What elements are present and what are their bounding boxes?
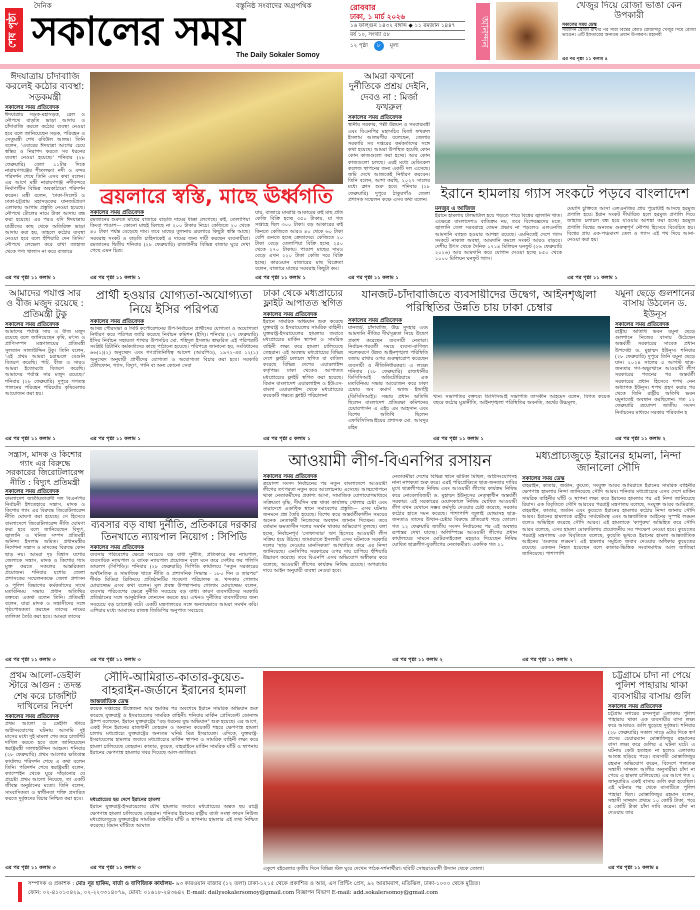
body-text: ব্যবসার পরিবেশের ক্ষেত্রে সবচেয়ে বড় বাধা দুর্নীতি, প্রতিকারে কর ন্যায়পাল, ব্যবসায়িক ন্যায়পাল ও ব্যাংক ন্যায়পাল প্রয়োজন বলে মনে করে সেন্টার ফর পলিসি ডায়লগ (সিপিডি)। শনিবার (২৮ ফেব্রুয়ারি) সিপিডি কার্যালয়ে "নতুন সরকারের অর্থনৈতিক ও সামাজিক খাতে নীতি ও প্রশাসনিক সিদ্ধান্ত - ১৮০ দিন ও তারপর" শীর্ষক মিডিয়া ব্রিফিংয়ে প্রতিষ্ঠানটির গবেষণা পরিচালক ড. খন্দকার গোলাম মোয়াজ্জেম এসব কথা বলেন। মূল প্রবন্ধ উপস্থাপনায় গোলাম মোয়াজ্জেম বলেন, ব্যবসার পরিবেশের ক্ষেত্রে দুর্নীতি সবচেয়ে বড় বাধা। কারণ ব্যবসায়ীদের সরকারি প্রতিষ্ঠানের সঙ্গে আনুষ্ঠানিক লেনদেন করতে হয়। এখনও দুর্নীতির ব্যবসায়ীদের জন্য সবচেয়ে বড় চ্যালেঞ্জ বটে। একটি মন্ত্রণালয়ের সঙ্গে অন্যায়ভাবে আমরা সমর্থন করি। এশিয়ার মধ্যে আমাদের রাজস্ব জিডিপির অনুপাত সবচেয়ে — [90, 552, 258, 614]
body-text-right: যায়, বাজারে মাঝারি আকারের রুই মাছ প্রতি কেজি বিক্রি হচ্ছে ৩৫০ টাকায়, যা গত সপ্তাহে ছিল ৩০০ টাকা। বড় আকারের রুই কিনতে কেজিতে আরও ৪০ থেকে ৬০ টাকা বেশি গুনতে হচ্ছে ক্রেতাদের। কেজিতে ২০ টাকা বেড়ে তেলাপিয়া বিক্রি হচ্ছে ২৫০ থেকে ২৭০ টাকায়। পাঙাশ মাছের দামও বেড়ে এখন ২২০ টাকা কেজি দরে বিক্রি হচ্ছে। কারওয়ান বাজারের মাছ বিক্রেতা বলেন, বাজারে মাছের সরবরাহ কিছুটা কম। — [255, 210, 343, 272]
body-text: আমাদের পর্যাপ্ত সার ও বীজ মজুদ রয়েছে বলে জানিয়েছেন কৃষি, মৎস্য ও প্রাণিসম্পদ মন্ত্রণালয়ের প্রতিমন্ত্রী সুলতান সালাউদ্দিন টুকু। তিনি বলেন, 'এই প্রথম আমরা চরাঞ্চলে বেগুনি বিতরণ করেছি। পাট, বীজ ও সারও আমরা ইতোমধ্যে বিতরণ করেছি। আমাদের পর্যাপ্ত সার মজুদ রয়েছে।' শনিবার (২৮ ফেব্রুয়ারি) দুপুরে গণতন্ত্র পালনের পরিবহন পরিচর্যায় কৃষিমেলার আয়োজন করা হয়। — [5, 329, 85, 398]
imprint-line-1 — [28, 880, 696, 889]
body-text: কয়েক সপ্তাহের উত্তেজনা আর হুমকির পর অবশেষে ইরানে সামরিক অভিযান শুরু করেছে যুক্তরাষ্ট্র ও ইসরায়েলের সামরিক বাহিনী। শনিবার মার্কিন প্রেসিডেন্ট ডোনাল্ড ট্রাম্প বলেছেন, ইরানে যুক্তরাষ্ট্রের "বড় ধরনের যুদ্ধ অভিযান" শুরু হয়েছে। এর আগে, একই দিনে ইরানের রাজধানী তেহরান ও অন্যান্য কয়েকটি শহরে ক্ষেপণাস্ত্র হামলা চালায় মধ্যপ্রাচ্যে যুক্তরাষ্ট্রের অন্যতম ঘনিষ্ঠ মিত্র ইসরায়েল। এদিকে, যুক্তরাষ্ট্র-ইসরায়েলের হামলার জবাবে মধ্যপ্রাচ্যের মার্কিন স্থাপনা ও সামরিক বাহিনী লক্ষ্য করে হামলা চালিয়েছে তেহরান। কাতার, কুয়েত, বাহরাইনে মার্কিন সামরিক ঘাঁটি ও স্থাপনায় ইরানের ক্ষেপণাস্ত্র হামলার খবর দিয়েছে আল-জাজিরা। — [90, 706, 258, 756]
continue-link[interactable]: এর পর পৃষ্ঠা ১১ কলাম ১ — [433, 436, 484, 442]
price-label: মূল্য — [389, 43, 399, 49]
byline: মনজুর এ আজিজ — [435, 206, 476, 212]
story-cpd[interactable] — [90, 450, 258, 664]
body-text: স্থানীয় সরকার, পল্লী উন্নয়ন ও সমবায়মন্ত্রী এবং বিএনপির মহাসচিব মির্জা ফখরুল ইসলাম আলমগীর বলেছেন, জেলার সরকারি সব দপ্তরের কর্মকর্তাদের সঙ্গে কথা হয়েছে। আমরা উপস্থিত হয়েছি কোন কোন কাজগুলো করা হচ্ছে। আর কোন কাজগুলো চলছে। এরই মধ্যে মেডিকেল কলেজ স্থাপনের জন্য একটি দল এসেছে। জমি দেখে আজকেই নির্ধারণ করবেন। তিনি বলেন, আশা করছি, ২০২৭ সালের মধ্যে ক্লাস শুরু হবে। শনিবার (২৮ ফেব্রুয়ারি) দুপুরে ঠাকুরগাঁও জেলা প্রশাসক সম্মেলন কক্ষে এসব কথা বলেন। — [348, 122, 430, 203]
imprint-editor: মোঃ নূর হাকিম, বার্তা ও বাণিজ্যিক কার্যালয়- — [75, 881, 175, 887]
headline[interactable]: চট্টগ্রামে চাঁদা না পেয়ে পুলিশ পাহারায় থাকা ব্যবসায়ীর বাসায় গুলি — [612, 671, 691, 702]
book-fair-caption: একুশে বইমেলার তৃতীয় দিনে বিভিন্ন স্টল ঘুরে দেখেন পাঠক-দর্শনার্থীরা। ছবিটি সোহরাওয়ার্দী উদ্যান থেকে তোলা। — [263, 865, 485, 872]
headline[interactable]: সন্ত্রাস, মাদক ও কিশোর গ্যাং এর বিরুদ্ধে সরকারের জিরোটলারেন্স নীতি : বিদ্যুৎ প্রতিমন্ত্রী — [5, 450, 85, 487]
headline[interactable]: ঈদযাত্রায় চাঁদাবাজি করলেই কঠোর ব্যবস্থা: সড়কমন্ত্রী — [5, 72, 85, 103]
fish-market-photo — [90, 72, 343, 184]
body-text: চট্টগ্রাম নগরের চন্দনপুরা এলাকায় পুলিশ পাহারায় থাকা এক ব্যবসায়ীর বাসা লক্ষ্য করে আবারও গুলি ছুড়েছে দুর্বৃত্তরা। শনিবার (২৮ ফেব্রুয়ারি) সকাল সাড়ে ৬টার দিকে স্বর্ণ প্রসের চেয়ারম্যান মোস্তাফিজুর রহমানের বাসা লক্ষ্য করে গুলির এ ঘটনা ঘটে। এ ঘটনায় কেউ হতাহত না হলেও এলাকায় আতঙ্ক ছড়িয়ে পড়ে। ব্যবসায়ী মোস্তাফিজুর রহমান অভিযোগ করেন, বিদেশে পলাতক সন্ত্রাসী সাজ্জাদ আলীর অনুসারীরা চাঁদা না পেয়ে এ হামলা চালিয়েছে। এর আগে গত ২ জানুয়ারিও একই বাসায় গুলি করা হয়েছিল। এই ঘটনার পর থেকে বাসাটিতে পুলিশ পাহারা ছিল। মোস্তাফিজুর রহমান বলেন, সন্ত্রাসী সাজ্জাদ প্রথমে ১০ কোটি টাকা, পরে ৫ কোটি টাকা চাঁদা দাবি করেন। চাঁদা না দেওয়ায় তার — [608, 711, 695, 817]
continue-link[interactable]: এর পর পৃষ্ঠা ১১ কলাম ১ — [348, 275, 399, 281]
date-block — [350, 2, 465, 52]
story-fertilizer[interactable] — [5, 289, 85, 443]
imprint-line-2: ফোন: ০২-৪১০১০৪২৯, ০২-২২৩৩১৪০৭৯, মোবা: ০১৬১৮-২৪৩৬৪২ E-mail: dailysokalersomoy@gmail.com বিজ্ঞাপন বিভাগ E-mail: add.sokalersomoy@gmail.com — [28, 890, 438, 896]
footer-accent — [18, 882, 22, 902]
continue-link[interactable]: এর পর পৃষ্ঠা ১১ কলাম ৩ — [90, 657, 141, 663]
byline: সকালের সময় প্রতিবেদক — [90, 545, 144, 551]
story-awami[interactable] — [263, 450, 517, 664]
headline[interactable]: মধ্যপ্রাচ্যজুড়ে ইরানের হামলা, নিন্দা জানালো সৌদি — [535, 450, 682, 475]
byline: সকালের সময় প্রতিবেদক — [263, 311, 317, 318]
byline: সকালের সময় প্রতিবেদক — [615, 322, 669, 329]
anandan-tab: আনন্দন — [476, 3, 490, 60]
story-traffic[interactable] — [348, 289, 610, 443]
book-fair-photo — [263, 671, 603, 864]
byline: সকালের সময় প্রতিবেদক — [608, 704, 662, 711]
row-divider — [5, 285, 695, 286]
continue-link[interactable]: এর পর পৃষ্ঠা ১১ কলাম ১ — [90, 436, 141, 442]
continue-link[interactable]: এর পর পৃষ্ঠা ১১ কলাম ২ — [392, 657, 443, 663]
continue-link-right[interactable]: এর পর পৃষ্ঠা ১১ কলাম ১ — [255, 275, 306, 281]
photo-caption: খান। সভাপতির বক্তব্যে ডিসিসিআই সভাপতি তাসকীন আহমেদ বলেন, বিগত কয়েক বছরে কঠোর মুদ্রানীতি, আইনশৃঙ্খলা পরিস্থিতির অবনতি, অর্থের উচ্চমূল্য, — [433, 394, 610, 407]
continue-link[interactable]: এর পর পৃষ্ঠা ১১ কলাম ৪ — [608, 865, 659, 871]
imprint-label: সম্পাদক ও প্রকাশক : — [28, 881, 76, 887]
row-divider — [5, 446, 695, 447]
story-eid-travel[interactable] — [5, 72, 85, 282]
tagline: বস্তুনিষ্ঠ সংবাদের অগ্রপথিক — [236, 2, 312, 10]
anandan-continue[interactable]: এর পর পৃষ্ঠা ১১ কলাম ৪ — [562, 57, 608, 62]
date-label: ঢাকা, ১ মার্চ ২০২৬ — [350, 12, 465, 22]
byline: সকালের সময় ডেস্ক — [522, 476, 565, 483]
continue-link[interactable]: এর পর পৃষ্ঠা ১১ কলাম ১ — [567, 275, 618, 281]
byline: সকালের সময় প্রতিবেদক — [348, 318, 402, 325]
continue-link[interactable]: এর পর পৃষ্ঠা ১১ কলাম ২ — [522, 657, 573, 663]
byline: আন্তর্জাতিক ডেস্ক — [90, 699, 129, 706]
body-text-2: ইরানে যুক্তরাষ্ট্র-ইসরায়েলের যৌথ হামলার জবাবে মধ্যপ্রাচ্যের অন্তত ছয় রাষ্ট্রে ক্ষেপণাস্ত্র হামলা চালিয়েছে তেহরান। শনিবার ইরানের রাষ্ট্রীয় বার্তা সংস্থা ফারস নিউজ মধ্যপ্রাচ্যজুড়ে যুক্তরাষ্ট্রের সামরিক বাহিনীর ঘাঁটি ও স্থাপনায় হামলার এই তথ্য নিশ্চিত করেছে। বিমান ঘাঁটিতে আঘাত — [90, 804, 258, 829]
headline[interactable]: ব্যবসার বড় বাধা দুর্নীতি, প্রতিকারে দরকার তিনখাতে ন্যায়পাল নিয়োগ : সিপিডি — [91, 520, 257, 543]
row-1 — [5, 72, 695, 282]
gas-pipeline-photo — [435, 72, 695, 184]
headline[interactable]: ঢাকা থেকে মধ্যপ্রাচ্যের ফ্লাইট আপাতত স্থগিত — [263, 289, 343, 310]
byline: সকালের সময় প্রতিবেদক — [5, 714, 59, 721]
story-candidate[interactable] — [90, 289, 258, 443]
byline: সকালের সময় প্রতিবেদক — [5, 322, 59, 329]
body-text: ইরানে সামরিক অভিযান শুরু করেছে যুক্তরাষ্ট্র ও ইসরায়েলের সামরিক বাহিনী। যুক্তরাষ্ট্র-ইসরায়েলের হামলার জবাবে মধ্যপ্রাচ্যের মার্কিন স্থাপনা ও সামরিক বাহিনী লক্ষ্য করে হামলা চালিয়েছে তেহরান। এই অবস্থায় মধ্যপ্রাচ্যের বিভিন্ন দেশে ফ্লাইট চলাচল স্থগিত বা বাতিল করেছে বিভিন্ন দেশের এয়ারলাইন্স কর্তৃপক্ষ। ঢাকা থেকেও আপাতত মধ্যপ্রাচ্যের ফ্লাইট স্থগিত করা হয়েছে। বিমান বাংলাদেশ এয়ারলাইন্স ও ইউএস-বাংলা এয়ারলাইন্স থেকে মধ্যপ্রাচ্যের কয়েকটি গন্তব্যে ফ্লাইট পরিচালনা — [263, 318, 343, 400]
body-text: বাংলাদেশ জাতীয়তাবাদী দল বিএনপির নির্বাচনী ইশতেহারে সন্ত্রাস, মাদক ও কিশোর গ্যাং এর বিরুদ্ধে জিরোটলারেন্স নীতি ঘোষণা করা হয়েছে। সে হিসেবে বাংলাদেশে জিরোটলারেন্স নীতি ঘোষণা করা হবে বলে জানিয়েছেন বিদ্যুৎ, জ্বালানি ও খনিজ সম্পদ প্রতিমন্ত্রী অনিন্দ্য ইসলাম অমিত। প্রধানমন্ত্রীর নির্দেশনা সন্ত্রাস ও মাদকের বিরুদ্ধে কোন ছাড় নয়। আমরা দৃঢ় বিশ্বাস যশোর জেলাকে সন্ত্রাস, মাদক ও কিশোর গ্যাং মুক্ত করতে সকলের আন্তরিকতা প্রয়োজন। শনিবার যশোর জেলা প্রশাসকের সম্মেলনকক্ষে জেলা প্রশাসন ও পুলিশ বিভাগের কর্মকর্তাদের সাথে মতবিনিময় সভায় প্রধান অতিথির বক্তব্যে একথা বলেন তিনি। প্রতিমন্ত্রী বলেন, যারা মাদক ও সন্ত্রাসীদের সঙ্গে পৃষ্ঠপোষকতা করছেন তাদের নামের তালিকা তৈরি করা হবে। আমরা তাদের — [5, 495, 85, 620]
row-4 — [5, 671, 695, 872]
byline: সকালের সময় প্রতিবেদক — [263, 474, 317, 480]
row-2 — [5, 289, 695, 443]
book-fair-block — [263, 671, 603, 872]
row-divider — [5, 667, 695, 668]
byline: সকালের সময় প্রতিবেদক — [348, 115, 402, 122]
dcci-meeting-photo — [433, 316, 610, 392]
body-text: আসন্ন পৌরসভা ও সিটি কর্পোরেশনের উপ-নির্বাচনে প্রার্থীদের যোগ্যতা ও অযোগ্যতা নির্ধারণ করে পরিপত্র জারি করেছে নির্বাচন কমিশন (ইসি)। শনিবার (২৭ ফেব্রুয়ারি) ইসির নির্বাচন সহায়তা শাখার উপসচিব মো. শহিদুল ইসলাম স্বাক্ষরিত এই পরিপত্রটি সংশ্লিষ্ট রিটার্নিং কর্মকর্তাদের কাছে পাঠানো হয়েছে। পরিপত্রে জানানো হয়, সংবিধানের ৬৬(১)(২) অনুচ্ছেদ এবং গণপ্রতিনিধিত্ব আদেশ (আরপিও), ১৯৭২-এর ১২(১) অনুচ্ছেদ অনুযায়ী প্রার্থীদের যোগ্যতা ও অযোগ্যতা বিচার করা হবে। সরকারি টেলিফোন, গ্যাস, বিদ্যুৎ, পানি বা অন্য কোনো সেবা — [90, 325, 258, 369]
anandan-byline: সকালের সময় ডেস্ক — [562, 22, 597, 28]
body-text-right: নেতাকর্মীরা দেশের বিভিন্ন স্থানে ঝটিকা মিছিল, অগ্নিসংযোগসহ নানা নাশকতা শুরু করে। এরই পরিপ্রেক্ষিতে ছাত্র-জনতার দাবির মুখে ছাত্রলীগকে নিষিদ্ধ এবং আওয়ামী লীগের কার্যক্রম নিষিদ্ধ করে নোবেলবিজয়ী ড. মুহাম্মদ ইউনূসের নেতৃত্বাধীন অন্তর্বর্তী সরকার। এই সরকারের মেয়াদকালে নিষিদ্ধ ঘোষিত আওয়ামী লীগ যখন যেখানে সম্ভব কর্মসূচি দেওয়ার চেষ্টা করেছে, সরকার কঠোর হাতে দমন করেছে। পাশাপাশি জুলাই যোদ্ধাসহ ছাত্র-জনতাও তাদের উত্থান-চেষ্টার বিরুদ্ধে প্রতিরোধ গড়ে তোলে। গত ১২ ফেব্রুয়ারি জাতীয় সংসদ নির্বাচনের পর এই অবস্থার রূপান্তর দেখা যাচ্ছে। অলিম্পিক্সে আওয়ামী লীগের প্রধান কার্যালয়ের সামনে মোটরসাইকেল মহড়াও দিয়েছেন নিষিদ্ধ ঘোষিত ছাত্রলীগ-যুবলীগের নেতাকর্মীরা। একদিক গত ২১ — [392, 474, 517, 549]
byline: সকালের সময় প্রতিবেদক — [5, 488, 59, 495]
headline[interactable]: আওয়ামী লীগ-বিএনপির রসায়ন — [288, 451, 492, 470]
cpd-briefing-photo — [90, 450, 258, 518]
price-row — [350, 40, 465, 52]
price-badge: ৮ — [374, 41, 384, 51]
calendar-dates: ১৬ ফাল্গুন ১৪৩২ বঙ্গাব্দ ◆ ১১ রমজান ১৪৪৭ — [350, 22, 465, 31]
anandan-body: সারাদিন রোজা রাখার পর সারা বিশ্বের কোটি রোজাদার খেজুর দিয়ে রোজা ভাঙেন। এটি ইফতারের অন্যতম প্রধান উপকরণ। মহানবী — [562, 28, 696, 39]
headline[interactable]: প্রথম আলো-ডেইলি স্টারে আগুন : তদন্ত শেষ করে চার্জশিট দাখিলের নির্দেশ — [8, 671, 82, 713]
body-text-right: মেয়াদি চুক্তিতে আসা এলএনজির প্রায় পুরোটাই আসছে হরমুজ প্রণালি হয়ে। ইরান সংকট দীর্ঘায়িত হলে হরমুজ প্রণালি দিয়ে জাহাজ চলাচল বন্ধ হয়ে যাওয়ার আশঙ্কা করা হচ্ছে। হরমুজ প্রণালি বিশ্বের অন্যতম গুরুত্বপূর্ণ নৌপথ হিসেবে বিবেচিত হয়। বিশ্বের প্রায় এক-পঞ্চমাংশ তেল ও গ্যাস এই পথ দিয়ে আনা-নেওয়া করা হয়। — [567, 206, 695, 244]
anandan-headline[interactable]: খেজুর দিয়ে রোজা ভাঙা কেন উপকারী — [576, 1, 682, 22]
story-terror[interactable] — [5, 450, 85, 664]
byline: সকালের সময় প্রতিবেদক — [90, 318, 144, 325]
headline[interactable]: আমরা কখনো দুর্নীতিকে প্রশ্রয় দেইনি, দেবও না : মির্জা ফখরুল — [348, 72, 430, 114]
masthead-divider — [0, 64, 700, 69]
continue-link[interactable]: এর পর পৃষ্ঠা ১১ কলাম ২ — [615, 436, 666, 442]
story-broiler[interactable] — [90, 72, 343, 282]
continue-link-left[interactable]: এর পর পৃষ্ঠা ১১ কলাম ১ — [90, 275, 141, 281]
headline[interactable]: প্রার্থী হওয়ার যোগ্যতা-অযোগ্যতা নিয়ে ইসির পরিপত্র — [95, 289, 253, 316]
headline[interactable]: যমুনা ছেড়ে গুলশানের বাসায় উঠলেন ড. ইউনূস — [615, 289, 695, 320]
subhead: মধ্যপ্রাচ্যের ছয় দেশে ইরানের হামলা — [90, 797, 161, 804]
body-text: বাহরাইন, কাতার, জর্ডান, কুয়েত, সংযুক্ত আরব আমিরাতে ইরানের সামরিক বাহিনীর ক্ষেপণাস্ত্র হামলার নিন্দা জানিয়েছে সৌদি আরব। শনিবার মধ্যপ্রাচ্যের এসব দেশে মার্কিন সামরিক বাহিনীর ঘাঁটি ও স্থাপনা লক্ষ্য করে ইরানের হামলার পর এই নিন্দা জানিয়েছে রিয়াদ। এক বিবৃতিতে সৌদি আরবের পররাষ্ট্র মন্ত্রণালয় বলেছে, সংযুক্ত আরব আমিরাত, বাহরাইন, কাতার, জর্ডান এবং কুয়েতে ইরানের হামলার কঠোর নিন্দা জানায় সৌদি আরব। ইরানের হামলাকে রাষ্ট্রীয় সার্বভৌমত্ব এবং আন্তর্জাতিক আইনের সুস্পষ্ট লঙ্ঘন বলেও অভিহিত করেছে সৌদি আরব। এই হামলাকে 'কাপুরুষ' অভিহিত করে সৌদি আরব বলেছে, এসব হামলা মোকাবিলায় প্রয়োজনীয় সব পদক্ষেপ নেওয়া হবে। কুয়েতের পররাষ্ট্র মন্ত্রণালয় এক বিবৃতিতে বলেছে, কুয়েতি ভূখণ্ডে ইরানের হামলা আন্তর্জাতিক আইনের 'গুরুতর লঙ্ঘন'। এই হামলার সমুচিত জবাব দেওয়ার অধিকার কুয়েতের রয়েছে। একজন নিহত হয়েছেন বলে কাতার-ভিত্তিক সংবাদমাধ্যম আল জাজিরা জানিয়েছে। পাশাপাশি — [522, 483, 695, 558]
headline[interactable]: সৌদি-আমিরাত-কাতার-কুয়েত-বাহরাইন-জর্ডানে ইরানের হামলা — [101, 671, 247, 698]
page-count: ১২ পৃষ্ঠা — [350, 43, 368, 49]
story-fire[interactable] — [5, 671, 85, 872]
headline[interactable]: আমাদের পর্যাপ্ত সার ও বীজ মজুদ রয়েছে : প্রতিমন্ত্রী টুকু — [6, 289, 84, 320]
continue-link[interactable]: এর পর পৃষ্ঠা ১১ কলাম ১ — [5, 436, 56, 442]
byline: সকালের সময় প্রতিবেদক — [5, 105, 59, 112]
body-text: প্রথম আলো ও ডেইলি স্টারে অগ্নিসংযোগের ঘটনায় আসামি দুই মাসের মধ্যে দুই মামলা শেষ করে চার্জশিট দাখিল করতে হবে বলে জানিয়েছেন স্বরাষ্ট্রমন্ত্রী সালাহউদ্দিন আহমদ। শনিবার (২৮ ফেব্রুয়ারি) প্রথম আলোর ক্ষতিগ্রস্ত কার্যালয় পরিদর্শন শেষে এ কথা বলেন তিনি। পরিদর্শন শেষে স্বরাষ্ট্রমন্ত্রী বলেন, ক্যাম্পেইন থেকে ঘুরে দাঁড়ানোর যে প্রচেষ্টা প্রথম আলো নিয়েছে, তা একটি জীবন্ত অনুষ্ঠানের মতো। তিনি বলেন, সাংবাদিকতা ও স্বাধীনতা শক্তি প্রসারিত করতে দুর্বৃত্তদের বিচার নিশ্চিত করা হবে। — [5, 721, 85, 802]
story-chattogram[interactable] — [608, 671, 695, 872]
headline[interactable]: ব্রয়লারে স্বস্তি, মাছে ঊর্ধ্বগতি — [100, 184, 333, 208]
anandan-story[interactable] — [562, 1, 696, 63]
story-flight[interactable] — [263, 289, 343, 443]
continue-link[interactable]: এর পর পৃষ্ঠা ১১ কলাম ৩ — [5, 657, 56, 663]
imprint-address: ৯৩ কারওয়ান বাজার (১২ তলা) ঢাকা-১২১৫ থেকে প্রকাশিত ও আর, এস প্রিন্টিং প্রেস, ৯২ আরামবাগ, মতিঝিল, ঢাকা-১০০০ থেকে মুদ্রিত। — [174, 881, 481, 887]
story-iran-gas[interactable] — [435, 72, 695, 282]
row-3 — [5, 450, 695, 664]
story-mirza[interactable] — [348, 72, 430, 282]
headline[interactable]: ইরানে হামলায় গ্যাস সংকটে পড়বে বাংলাদেশ — [440, 186, 690, 202]
daily-label: দৈনিক — [34, 2, 52, 10]
body-text: যানজট, চাঁদাবাজি, উচ্চ সুদহার এবং আমদানি নীতির দীর্ঘসূত্রতা নিয়ে উদ্বেগ প্রকাশ করেছেন ব্যবসায়ী নেতারা। নির্বাচন-পরবর্তী সময়ে ব্যবসা-বাণিজ্য সচলকরণে উন্নত আইনশৃঙ্খলা পরিস্থিতি বজায় রাখার ওপর গুরুত্বারোপ করেছেন ব্যবসায়ী ও নীতিনির্ধারকরা। এ লক্ষ্যে শনিবার (২৮ ফেব্রুয়ারি) রাজধানীর ডিসিসিআই অডিটোরিয়ামে এক মতবিনিময় সভার আয়োজন করে ঢাকা চেম্বার অব কমার্স অ্যান্ড ইন্ডাস্ট্রি (ডিসিসিআই)। সভায় প্রধান অতিথি ছিলেন বাংলাদেশ প্রতিরক্ষা কমিশনের চেয়ারপার্সন এ এইচ এম আহসান এবং বিশেষ অতিথি ছিলেন এফবিসিসিআইয়ের প্রশাসক মো. আবদুর রহিম — [348, 325, 428, 431]
dates-photo — [496, 2, 558, 60]
continue-link[interactable]: এর পর পৃষ্ঠা ১১ কলাম ৩ — [90, 865, 141, 871]
day-label: রোববার — [350, 2, 376, 12]
body-text-left: ত্রয়োদশ সংসদ নির্বাচনের পর নতুন বাংলাদেশে আওয়ামী লীগের তৎপরতা নতুন করে আলোচনায় এসেছে। আত্মগোপনে থাকা নেতাকর্মীদের প্রকাশ্য আসা, সামাজিক যোগাযোগমাধ্যমে সক্রিয়তা বৃদ্ধি, দীর্ঘদিন বন্ধ থাকা কার্যালয় খোলার চেষ্টা এবং সারাদেশে একাধিক স্থানে সমাবেশের প্রস্তুতি— এসব ঘটনায় জনমনে প্রশ্ন তৈরি হয়েছে। বিশেষ করে অন্তর্বর্তীকালীন সময়ের অনেক নেতাকর্মী নিজেদের অবস্থান জানান দিচ্ছেন। তবে বর্তমান ক্ষমতাসীন দলের সমর্থন থাকার অভিযোগ তুলছে। বলা হচ্ছে, নির্বাচনপূর্ব 'সোফাস্যার' ঋণ হিসেবে আওয়ামী লীগ সক্রিয় হয়ে উঠছে। জামায়াতে ইসলামী এসব ঘটনাকে সরকারি দলের 'ছাড় দেওয়ার মানসিকতা' আখ্যায়িত করে এর নিন্দা জানিয়েছে। এনসিপির সরকারের ওপর দায় চাপিয়ে হুঁশিয়ারি উচ্চারণ করেছে। তবে বিএনপি এসব অভিযোগ অস্বীকার করে বলেছে, আওয়ামী লীগের কার্যক্রম নিষিদ্ধ রয়েছে। অপরাধের দায়ে আইন অনুযায়ী ব্যবস্থা নেওয়া হবে। — [263, 481, 387, 574]
volume-info: বর্ষ ১০, সংখ্যা ৫৮ — [350, 31, 465, 40]
newspaper-title: সকালের সময় — [32, 9, 245, 55]
headline[interactable]: যানজট-চাঁদাবাজিতে ব্যবসায়ীদের উদ্বেগ, আইনশৃঙ্খলা পরিস্থিতির উন্নতি চায় ঢাকা চেম্বার — [361, 289, 597, 314]
continue-link[interactable]: এর পর পৃষ্ঠা ১১ কলাম ৩ — [5, 865, 56, 871]
body-text: ঈদযাত্রায় সড়ক-মহাসড়ক, রেল ও নৌপথে বাড়তি ভাড়া আদায় ও চাঁদাবাজি করলে কঠোর ব্যবস্থা নেওয়া হবে বলে জানিয়েছেন সড়ক, পরিবহন ও সেতুমন্ত্রী শেখ রবিউল আলম। তিনি বলেন, 'এবারের ঈদযাত্রা আগের চেয়ে স্বস্তির ও নিরাপদ করতে সব ধরনের ব্যবস্থা নেওয়া হয়েছে।' শনিবার (২৮ ফেব্রুয়ারি) বেলা ১১টার দিকে নারায়ণগঞ্জের শীতলক্ষ্যা নদী ও বন্দর পরিদর্শন শেষে তিনি এসব কথা বলেন। এর আগে মন্ত্রী নারায়ণগঞ্জ নদীবন্দরে নির্মাণাধীন বিভিন্ন অবকাঠামো পরিদর্শন করেন। মন্ত্রী বলেন, 'ঢাকা-সিলেট ও ঢাকা-চট্টগ্রাম মহাসড়কের যানজটপ্রবণ এলাকায় আগাম প্রস্তুতি নেওয়া হয়েছে। নৌপথে টোলের নামে টাকা আদায় বন্ধ করা হয়েছে। এর পরও যদি ঈদযাত্রায় যাত্রীদের কাছ থেকে অতিরিক্ত ভাড়া আদায় করা হয়, তাহলে কঠোর ব্যবস্থা নেওয়া হবে বলে হুঁশিয়ারি দেন তিনি।' নৌপথে লেভেল করে রাখা জাহাজ থেকে পণ্য খালাস না করে বাজারে — [5, 112, 85, 255]
body-text-left: ইরানে হামলায় টালমাটাল হয়ে পড়তে পারে বিশ্বের জ্বালানি খাত। এক্ষেত্রে বাংলাদেশও ব্যতিক্রম নয়, তবে বিশেষজ্ঞদের মতে, জ্বালানি তেল সরবরাহে তেমন প্রভাব না পড়লেও এলএনজি আমদানি ব্যাহত হওয়ার আশঙ্কা রয়েছে। এমনিতেই দেশে গ্যাস সংকটে নাকাল অবস্থা, আমদানি কমলে সংকট আরও বাড়বে। দেশীয় উৎস থেকে দৈনিক ১৭১৪ মিলিয়ন ঘনফুট (২৬ ফেব্রুয়ারি ২০২৬) আর আমদানি করে যোগান দেওয়া হচ্ছে ৮৫০ থেকে ১০০০ মিলিয়ন ঘনফুট গ্যাস। — [435, 213, 562, 263]
continue-link[interactable]: এর পর পৃষ্ঠা ৫ কলাম ১ — [263, 436, 311, 442]
last-page-tab: শেষ পৃষ্ঠা — [5, 8, 23, 52]
footer-divider — [5, 876, 695, 877]
english-title: The Daily Sokaler Somoy — [236, 52, 320, 59]
body-text-left: রমজানের শুরুতে মাছের বাজারে বাড়তি দামের ধাক্কা লেগেছে। রুই, তেলাপিয়া কিংবা পাঙাশ— কোনো মাছই মিলছে না ২০০ টাকার নিচে। কেজিতে ২০ থেকে ৪০ টাকা পর্যন্ত বেড়েছে দাম। তবে মাছের তুলনায় ব্রয়লারে কিছুটা স্বস্তি আছে। সরবরাহ সংকট ও বাড়তি চাহিদাকেই এ দামের জন্য দায়ী করছেন ব্যবসায়ীরা। রমজানের দ্বিতীয় শনিবার (২৮ ফেব্রুয়ারি) রাজধানীর বিভিন্ন বাজার ঘুরে দেখা গেছে এমন চিত্র। — [90, 217, 250, 255]
continue-link[interactable]: এর পর পৃষ্ঠা ১১ কলাম ১ — [5, 275, 56, 281]
story-gulf[interactable] — [90, 671, 258, 872]
imprint — [28, 880, 696, 898]
story-yunus[interactable] — [615, 289, 695, 443]
body-text: রাষ্ট্রীয় অতিথি ভবন যমুনা ছেড়ে গুলশানে নিজের বাসায় উঠেছেন অন্তর্বর্তী সরকারের সাবেক প্রধান উপদেষ্টা ড. মুহাম্মদ ইউনূস। শনিবার (২৮ ফেব্রুয়ারি) দুপুরে তিনি যমুনা ছেড়ে যান। ২০২৪ সালের ৫ আগস্ট ছাত্র-জনতার গণ-অভ্যুত্থানে আওয়ামী লীগ সরকারের পতনের পর অন্তর্বর্তী সরকারের প্রধান হিসেবে শপথ নেন অধ্যাপক ইউনূস। শপথ গ্রহণ করার পর থেকে তিনি রাষ্ট্রীয় অতিথি ভবন যমুনাতেই অবস্থান করছিলেন। গত ১২ ফেব্রুয়ারি ত্রয়োদশ জাতীয় সংসদ নির্বাচনের মাধ্যমে সরকার পরিবর্তন হ — [615, 329, 695, 416]
byline: সকালের সময় প্রতিবেদক — [90, 210, 144, 216]
story-saudi[interactable] — [522, 450, 695, 664]
